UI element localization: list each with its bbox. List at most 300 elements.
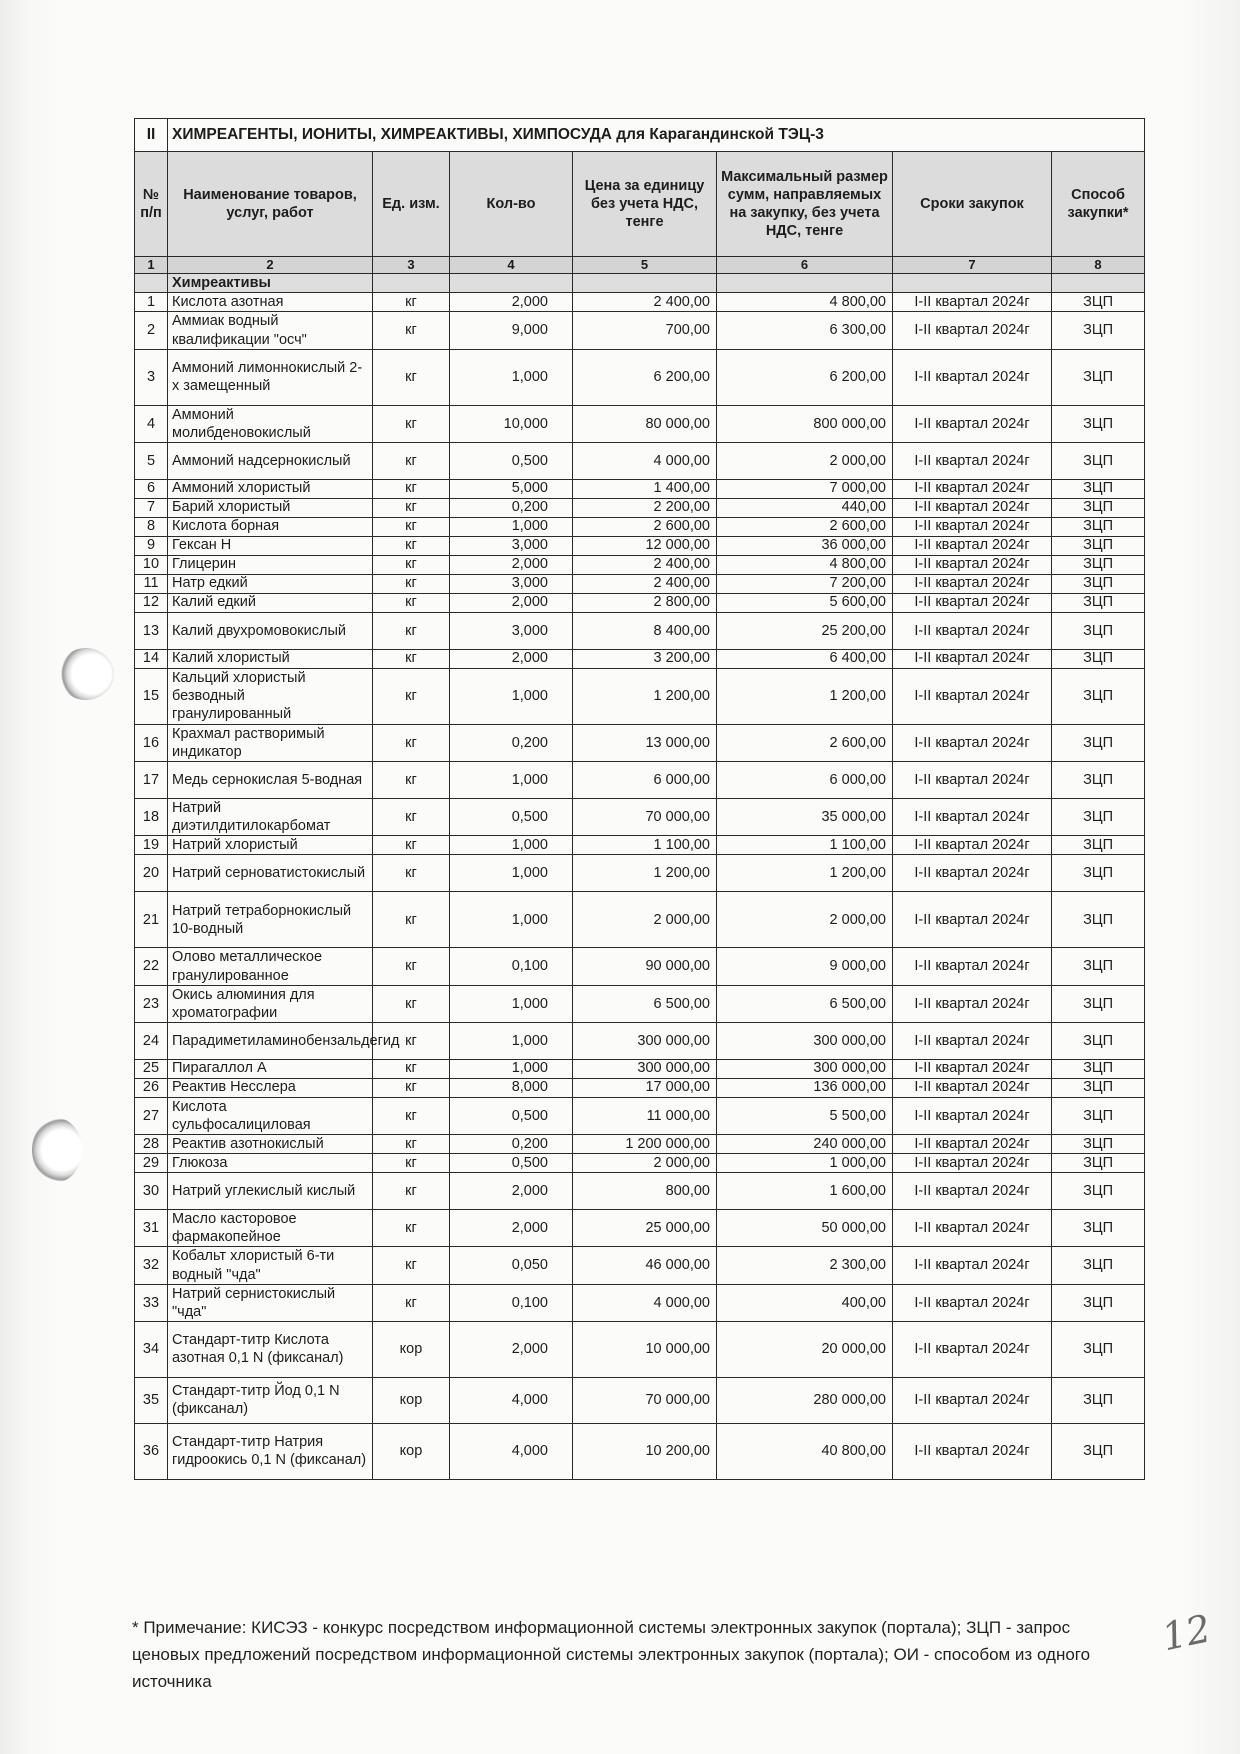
- cell-unit: кг: [373, 1173, 450, 1210]
- cell-unit: кг: [373, 724, 450, 761]
- cell-name: Реактив Несслера: [168, 1078, 373, 1097]
- cell-name: Калий хлористый: [168, 649, 373, 668]
- cell-n: 10: [135, 555, 168, 574]
- group-label: Химреактивы: [168, 274, 373, 293]
- cell-sum: 300 000,00: [717, 1059, 893, 1078]
- header-unit: Ед. изм.: [373, 152, 450, 257]
- cell-name: Реактив азотнокислый: [168, 1135, 373, 1154]
- cell-sum: 20 000,00: [717, 1321, 893, 1377]
- cell-term: I-II квартал 2024г: [893, 1059, 1052, 1078]
- cell-name: Глицерин: [168, 555, 373, 574]
- cell-method: ЗЦП: [1052, 799, 1145, 836]
- cell-n: 20: [135, 855, 168, 892]
- cell-name: Стандарт-титр Кислота азотная 0,1 N (фиксанал): [168, 1321, 373, 1377]
- cell-unit: кор: [373, 1321, 450, 1377]
- group-spacer: [717, 274, 893, 293]
- cell-n: 12: [135, 593, 168, 612]
- table-row: [135, 985, 1145, 1022]
- items-body: [135, 293, 1145, 1480]
- cell-price: 2 400,00: [573, 574, 717, 593]
- cell-method: ЗЦП: [1052, 649, 1145, 668]
- cell-sum: 50 000,00: [717, 1210, 893, 1247]
- cell-price: 1 200,00: [573, 668, 717, 724]
- cell-sum: 2 600,00: [717, 517, 893, 536]
- table-row: [135, 593, 1145, 612]
- cell-method: ЗЦП: [1052, 1321, 1145, 1377]
- footnote: * Примечание: КИСЭЗ - конкурс посредством информационной системы электронных закупок (портала); ЗЦП - запрос ценовых предложений посредством информационной системы электронных закупок (портала); ОИ - способом из одного источника: [132, 1618, 1091, 1691]
- cell-n: 16: [135, 724, 168, 761]
- cell-term: I-II квартал 2024г: [893, 1247, 1052, 1284]
- table-row: [135, 836, 1145, 855]
- cell-sum: 5 500,00: [717, 1097, 893, 1134]
- cell-qty: 1,000: [450, 985, 573, 1022]
- cell-unit: кг: [373, 948, 450, 985]
- cell-price: 25 000,00: [573, 1210, 717, 1247]
- cell-sum: 1 100,00: [717, 836, 893, 855]
- cell-term: I-II квартал 2024г: [893, 405, 1052, 442]
- cell-n: 34: [135, 1321, 168, 1377]
- table-row: [135, 948, 1145, 985]
- cell-price: 6 500,00: [573, 985, 717, 1022]
- table-row: [135, 405, 1145, 442]
- cell-sum: 1 000,00: [717, 1154, 893, 1173]
- cell-method: ЗЦП: [1052, 1097, 1145, 1134]
- cell-unit: кг: [373, 293, 450, 312]
- cell-term: I-II квартал 2024г: [893, 1078, 1052, 1097]
- table-row: [135, 1284, 1145, 1321]
- cell-n: 33: [135, 1284, 168, 1321]
- cell-method: ЗЦП: [1052, 1022, 1145, 1059]
- cell-unit: кг: [373, 1097, 450, 1134]
- cell-method: ЗЦП: [1052, 498, 1145, 517]
- cell-qty: 2,000: [450, 555, 573, 574]
- cell-term: I-II квартал 2024г: [893, 612, 1052, 649]
- cell-price: 300 000,00: [573, 1022, 717, 1059]
- cell-unit: кг: [373, 555, 450, 574]
- cell-n: 31: [135, 1210, 168, 1247]
- table-row: [135, 1321, 1145, 1377]
- cell-sum: 6 200,00: [717, 349, 893, 405]
- table-row: [135, 612, 1145, 649]
- cell-sum: 2 000,00: [717, 892, 893, 948]
- cell-n: 18: [135, 799, 168, 836]
- table-row: [135, 517, 1145, 536]
- binder-hole-top: [58, 648, 114, 700]
- cell-price: 4 000,00: [573, 442, 717, 479]
- table-row: [135, 536, 1145, 555]
- group-spacer: [373, 274, 450, 293]
- header-sum: Максимальный размер сумм, направляемых на закупку, без учета НДС, тенге: [717, 152, 893, 257]
- cell-qty: 3,000: [450, 574, 573, 593]
- cell-price: 12 000,00: [573, 536, 717, 555]
- cell-method: ЗЦП: [1052, 1154, 1145, 1173]
- cell-qty: 1,000: [450, 892, 573, 948]
- header-term: Сроки закупок: [893, 152, 1052, 257]
- cell-term: I-II квартал 2024г: [893, 724, 1052, 761]
- cell-unit: кг: [373, 312, 450, 349]
- cell-sum: 6 400,00: [717, 649, 893, 668]
- cell-price: 13 000,00: [573, 724, 717, 761]
- cell-name: Кальций хлористый безводный гранулированный: [168, 668, 373, 724]
- column-number: 8: [1052, 257, 1145, 274]
- cell-unit: кор: [373, 1377, 450, 1423]
- cell-n: 17: [135, 762, 168, 799]
- cell-n: 6: [135, 479, 168, 498]
- cell-unit: кг: [373, 349, 450, 405]
- cell-qty: 0,100: [450, 948, 573, 985]
- cell-sum: 4 800,00: [717, 555, 893, 574]
- binder-hole-bottom: [32, 1118, 82, 1182]
- cell-qty: 1,000: [450, 517, 573, 536]
- cell-qty: 1,000: [450, 762, 573, 799]
- cell-price: 10 200,00: [573, 1423, 717, 1479]
- cell-term: I-II квартал 2024г: [893, 349, 1052, 405]
- cell-qty: 0,200: [450, 724, 573, 761]
- cell-unit: кг: [373, 1247, 450, 1284]
- cell-price: 1 400,00: [573, 479, 717, 498]
- cell-qty: 2,000: [450, 1210, 573, 1247]
- column-number: 2: [168, 257, 373, 274]
- cell-unit: кг: [373, 1284, 450, 1321]
- cell-name: Натрий тетраборнокислый 10-водный: [168, 892, 373, 948]
- cell-n: 7: [135, 498, 168, 517]
- table-row: [135, 1154, 1145, 1173]
- handwritten-page-number: 12: [1158, 1606, 1215, 1660]
- cell-qty: 0,500: [450, 1154, 573, 1173]
- cell-method: ЗЦП: [1052, 612, 1145, 649]
- cell-qty: 8,000: [450, 1078, 573, 1097]
- cell-method: ЗЦП: [1052, 517, 1145, 536]
- cell-qty: 2,000: [450, 593, 573, 612]
- table-row: [135, 1097, 1145, 1134]
- cell-n: 1: [135, 293, 168, 312]
- cell-qty: 3,000: [450, 612, 573, 649]
- cell-method: ЗЦП: [1052, 536, 1145, 555]
- cell-term: I-II квартал 2024г: [893, 1135, 1052, 1154]
- cell-price: 300 000,00: [573, 1059, 717, 1078]
- table-row: [135, 479, 1145, 498]
- cell-term: I-II квартал 2024г: [893, 1210, 1052, 1247]
- cell-name: Кислота азотная: [168, 293, 373, 312]
- cell-qty: 0,050: [450, 1247, 573, 1284]
- table-row: [135, 574, 1145, 593]
- cell-term: I-II квартал 2024г: [893, 1377, 1052, 1423]
- cell-method: ЗЦП: [1052, 668, 1145, 724]
- cell-price: 90 000,00: [573, 948, 717, 985]
- cell-n: 35: [135, 1377, 168, 1423]
- cell-name: Окись алюминия для хроматографии: [168, 985, 373, 1022]
- cell-price: 80 000,00: [573, 405, 717, 442]
- table-row: [135, 1247, 1145, 1284]
- cell-qty: 1,000: [450, 1059, 573, 1078]
- cell-unit: кг: [373, 1059, 450, 1078]
- cell-n: 29: [135, 1154, 168, 1173]
- section-number: II: [135, 119, 168, 152]
- cell-price: 700,00: [573, 312, 717, 349]
- table-row: [135, 1078, 1145, 1097]
- cell-sum: 440,00: [717, 498, 893, 517]
- cell-name: Натрий углекислый кислый: [168, 1173, 373, 1210]
- cell-method: ЗЦП: [1052, 574, 1145, 593]
- cell-price: 2 200,00: [573, 498, 717, 517]
- cell-qty: 1,000: [450, 1022, 573, 1059]
- header-n: № п/п: [135, 152, 168, 257]
- cell-price: 6 000,00: [573, 762, 717, 799]
- cell-qty: 0,200: [450, 498, 573, 517]
- cell-name: Аммоний молибденовокислый: [168, 405, 373, 442]
- cell-sum: 35 000,00: [717, 799, 893, 836]
- cell-term: I-II квартал 2024г: [893, 1022, 1052, 1059]
- cell-name: Натрий сернистокислый "чда": [168, 1284, 373, 1321]
- section-title: ХИМРЕАГЕНТЫ, ИОНИТЫ, ХИМРЕАКТИВЫ, ХИМПОСУДА для Карагандинской ТЭЦ-3: [168, 119, 1145, 152]
- cell-name: Натрий диэтилдитилокарбомат: [168, 799, 373, 836]
- cell-term: I-II квартал 2024г: [893, 536, 1052, 555]
- cell-method: ЗЦП: [1052, 1059, 1145, 1078]
- cell-term: I-II квартал 2024г: [893, 1284, 1052, 1321]
- cell-name: Аммоний хлористый: [168, 479, 373, 498]
- cell-unit: кг: [373, 479, 450, 498]
- cell-unit: кг: [373, 536, 450, 555]
- cell-term: I-II квартал 2024г: [893, 948, 1052, 985]
- cell-unit: кг: [373, 649, 450, 668]
- cell-method: ЗЦП: [1052, 442, 1145, 479]
- cell-term: I-II квартал 2024г: [893, 1097, 1052, 1134]
- cell-method: ЗЦП: [1052, 1284, 1145, 1321]
- cell-n: 23: [135, 985, 168, 1022]
- header-method: Способ закупки*: [1052, 152, 1145, 257]
- procurement-table: [134, 118, 1145, 1480]
- cell-sum: 2 000,00: [717, 442, 893, 479]
- cell-qty: 1,000: [450, 855, 573, 892]
- cell-method: ЗЦП: [1052, 724, 1145, 761]
- cell-sum: 2 300,00: [717, 1247, 893, 1284]
- cell-method: ЗЦП: [1052, 293, 1145, 312]
- cell-unit: кг: [373, 836, 450, 855]
- header-price: Цена за единицу без учета НДС, тенге: [573, 152, 717, 257]
- cell-unit: кг: [373, 405, 450, 442]
- cell-term: I-II квартал 2024г: [893, 442, 1052, 479]
- cell-n: 21: [135, 892, 168, 948]
- cell-sum: 25 200,00: [717, 612, 893, 649]
- cell-method: ЗЦП: [1052, 1247, 1145, 1284]
- cell-name: Олово металлическое гранулированное: [168, 948, 373, 985]
- cell-method: ЗЦП: [1052, 1377, 1145, 1423]
- cell-method: ЗЦП: [1052, 948, 1145, 985]
- cell-unit: кг: [373, 892, 450, 948]
- table-row: [135, 1210, 1145, 1247]
- cell-method: ЗЦП: [1052, 762, 1145, 799]
- cell-unit: кг: [373, 799, 450, 836]
- cell-name: Натрий хлористый: [168, 836, 373, 855]
- cell-sum: 9 000,00: [717, 948, 893, 985]
- cell-n: 11: [135, 574, 168, 593]
- table-row: [135, 442, 1145, 479]
- column-number: 1: [135, 257, 168, 274]
- cell-price: 8 400,00: [573, 612, 717, 649]
- cell-term: I-II квартал 2024г: [893, 836, 1052, 855]
- cell-n: 25: [135, 1059, 168, 1078]
- cell-qty: 2,000: [450, 293, 573, 312]
- group-row: [135, 274, 1145, 293]
- table-row: [135, 668, 1145, 724]
- cell-n: 22: [135, 948, 168, 985]
- cell-term: I-II квартал 2024г: [893, 593, 1052, 612]
- cell-method: ЗЦП: [1052, 1135, 1145, 1154]
- cell-sum: 1 200,00: [717, 668, 893, 724]
- column-number: 7: [893, 257, 1052, 274]
- cell-unit: кор: [373, 1423, 450, 1479]
- cell-qty: 2,000: [450, 649, 573, 668]
- cell-sum: 5 600,00: [717, 593, 893, 612]
- cell-method: ЗЦП: [1052, 985, 1145, 1022]
- cell-term: I-II квартал 2024г: [893, 649, 1052, 668]
- cell-qty: 1,000: [450, 668, 573, 724]
- cell-qty: 2,000: [450, 1321, 573, 1377]
- cell-price: 2 000,00: [573, 1154, 717, 1173]
- cell-sum: 400,00: [717, 1284, 893, 1321]
- cell-name: Натрий серноватистокислый: [168, 855, 373, 892]
- cell-qty: 4,000: [450, 1423, 573, 1479]
- cell-n: 3: [135, 349, 168, 405]
- cell-sum: 1 600,00: [717, 1173, 893, 1210]
- column-number: 3: [373, 257, 450, 274]
- cell-price: 70 000,00: [573, 1377, 717, 1423]
- cell-n: 19: [135, 836, 168, 855]
- cell-sum: 300 000,00: [717, 1022, 893, 1059]
- header-name: Наименование товаров, услуг, работ: [168, 152, 373, 257]
- cell-unit: кг: [373, 1154, 450, 1173]
- cell-method: ЗЦП: [1052, 1210, 1145, 1247]
- cell-n: 32: [135, 1247, 168, 1284]
- cell-name: Парадиметиламинобензальдегид: [168, 1022, 373, 1059]
- cell-unit: кг: [373, 517, 450, 536]
- cell-n: 4: [135, 405, 168, 442]
- cell-qty: 1,000: [450, 349, 573, 405]
- cell-term: I-II квартал 2024г: [893, 1173, 1052, 1210]
- cell-unit: кг: [373, 1210, 450, 1247]
- column-number: 6: [717, 257, 893, 274]
- cell-term: I-II квартал 2024г: [893, 799, 1052, 836]
- cell-name: Крахмал растворимый индикатор: [168, 724, 373, 761]
- cell-term: I-II квартал 2024г: [893, 668, 1052, 724]
- cell-n: 26: [135, 1078, 168, 1097]
- cell-n: 14: [135, 649, 168, 668]
- table-row: [135, 1423, 1145, 1479]
- cell-unit: кг: [373, 668, 450, 724]
- cell-n: 2: [135, 312, 168, 349]
- cell-qty: 0,100: [450, 1284, 573, 1321]
- cell-unit: кг: [373, 498, 450, 517]
- cell-name: Аммиак водный квалификации "осч": [168, 312, 373, 349]
- cell-term: I-II квартал 2024г: [893, 985, 1052, 1022]
- table-row: [135, 855, 1145, 892]
- group-spacer: [893, 274, 1052, 293]
- cell-n: 28: [135, 1135, 168, 1154]
- table-row: [135, 349, 1145, 405]
- cell-term: I-II квартал 2024г: [893, 892, 1052, 948]
- cell-method: ЗЦП: [1052, 405, 1145, 442]
- cell-term: I-II квартал 2024г: [893, 855, 1052, 892]
- cell-method: ЗЦП: [1052, 349, 1145, 405]
- cell-name: Пирагаллол А: [168, 1059, 373, 1078]
- cell-price: 10 000,00: [573, 1321, 717, 1377]
- cell-unit: кг: [373, 593, 450, 612]
- table-row: [135, 724, 1145, 761]
- cell-qty: 0,200: [450, 1135, 573, 1154]
- cell-sum: 136 000,00: [717, 1078, 893, 1097]
- group-spacer: [1052, 274, 1145, 293]
- cell-unit: кг: [373, 762, 450, 799]
- cell-qty: 5,000: [450, 479, 573, 498]
- cell-term: I-II квартал 2024г: [893, 555, 1052, 574]
- table-row: [135, 649, 1145, 668]
- cell-n: 9: [135, 536, 168, 555]
- cell-qty: 9,000: [450, 312, 573, 349]
- cell-sum: 800 000,00: [717, 405, 893, 442]
- cell-n: 13: [135, 612, 168, 649]
- column-number: 5: [573, 257, 717, 274]
- cell-price: 4 000,00: [573, 1284, 717, 1321]
- column-number: 4: [450, 257, 573, 274]
- cell-n: 30: [135, 1173, 168, 1210]
- cell-sum: 2 600,00: [717, 724, 893, 761]
- header-qty: Кол-во: [450, 152, 573, 257]
- cell-term: I-II квартал 2024г: [893, 762, 1052, 799]
- cell-qty: 0,500: [450, 442, 573, 479]
- cell-n: 24: [135, 1022, 168, 1059]
- table-row: [135, 762, 1145, 799]
- cell-qty: 2,000: [450, 1173, 573, 1210]
- cell-name: Кислота борная: [168, 517, 373, 536]
- cell-method: ЗЦП: [1052, 312, 1145, 349]
- cell-sum: 6 000,00: [717, 762, 893, 799]
- cell-sum: 280 000,00: [717, 1377, 893, 1423]
- cell-name: Кислота сульфосалициловая: [168, 1097, 373, 1134]
- cell-price: 1 100,00: [573, 836, 717, 855]
- cell-sum: 36 000,00: [717, 536, 893, 555]
- cell-method: ЗЦП: [1052, 1078, 1145, 1097]
- cell-term: I-II квартал 2024г: [893, 517, 1052, 536]
- cell-sum: 1 200,00: [717, 855, 893, 892]
- cell-sum: 7 200,00: [717, 574, 893, 593]
- cell-unit: кг: [373, 1135, 450, 1154]
- group-spacer: [573, 274, 717, 293]
- header-row: [135, 152, 1145, 257]
- cell-sum: 6 500,00: [717, 985, 893, 1022]
- cell-price: 70 000,00: [573, 799, 717, 836]
- cell-name: Аммоний лимоннокислый 2-х замещенный: [168, 349, 373, 405]
- table-row: [135, 312, 1145, 349]
- cell-name: Стандарт-титр Йод 0,1 N (фиксанал): [168, 1377, 373, 1423]
- cell-unit: кг: [373, 442, 450, 479]
- group-spacer: [450, 274, 573, 293]
- cell-price: 6 200,00: [573, 349, 717, 405]
- cell-price: 17 000,00: [573, 1078, 717, 1097]
- cell-name: Аммоний надсернокислый: [168, 442, 373, 479]
- cell-sum: 6 300,00: [717, 312, 893, 349]
- cell-price: 1 200,00: [573, 855, 717, 892]
- table-row: [135, 1135, 1145, 1154]
- cell-term: I-II квартал 2024г: [893, 498, 1052, 517]
- cell-term: I-II квартал 2024г: [893, 1423, 1052, 1479]
- cell-price: 11 000,00: [573, 1097, 717, 1134]
- cell-name: Кобальт хлористый 6-ти водный "чда": [168, 1247, 373, 1284]
- cell-term: I-II квартал 2024г: [893, 1321, 1052, 1377]
- cell-n: 36: [135, 1423, 168, 1479]
- cell-unit: кг: [373, 612, 450, 649]
- cell-method: ЗЦП: [1052, 892, 1145, 948]
- cell-sum: 40 800,00: [717, 1423, 893, 1479]
